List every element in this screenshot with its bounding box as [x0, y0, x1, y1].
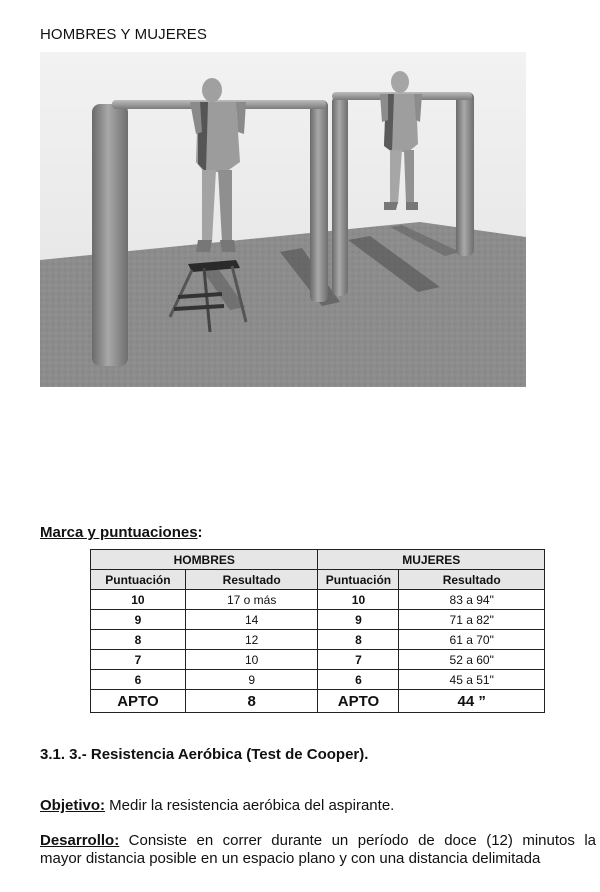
men-result: 12	[185, 630, 318, 650]
desarrollo-line-2: mayor distancia posible en un espacio plano y con una distancia delimitada	[40, 850, 541, 867]
men-result: 9	[185, 670, 318, 690]
women-result: 61 a 70"	[399, 630, 545, 650]
women-score: 10	[318, 590, 399, 610]
marca-title-colon: :	[197, 524, 203, 541]
table-row	[91, 590, 545, 610]
men-score: 6	[91, 670, 186, 690]
table-row-apto	[91, 690, 545, 713]
men-score: 9	[91, 610, 186, 630]
men-result: 14	[185, 610, 318, 630]
men-apto-value: 8	[185, 690, 318, 713]
marca-title	[40, 524, 203, 541]
table-row	[91, 630, 545, 650]
women-apto-value: 44 ”	[399, 690, 545, 713]
desarrollo-line-1	[40, 832, 596, 850]
men-score: 10	[91, 590, 186, 610]
women-score: 6	[318, 670, 399, 690]
table-group-header	[91, 550, 545, 570]
women-result: 45 a 51"	[399, 670, 545, 690]
women-score: 7	[318, 650, 399, 670]
women-result: 71 a 82"	[399, 610, 545, 630]
women-result-header: Resultado	[399, 570, 545, 590]
objetivo-text: Medir la resistencia aeróbica del aspirante.	[105, 797, 395, 814]
men-result-header: Resultado	[185, 570, 318, 590]
men-result: 17 o más	[185, 590, 318, 610]
desarrollo-text-1: Consiste en correr durante un período de doce (12) minutos la	[119, 832, 596, 849]
men-score: 7	[91, 650, 186, 670]
women-score: 9	[318, 610, 399, 630]
objetivo-paragraph	[40, 797, 394, 814]
table-row	[91, 610, 545, 630]
objetivo-label: Objetivo:	[40, 797, 106, 814]
group-women-header: MUJERES	[318, 550, 545, 570]
scores-table	[90, 549, 545, 713]
men-score-header: Puntuación	[91, 570, 186, 590]
women-score-header: Puntuación	[318, 570, 399, 590]
men-apto-label: APTO	[91, 690, 186, 713]
desarrollo-label: Desarrollo:	[40, 832, 120, 849]
women-apto-label: APTO	[318, 690, 399, 713]
table-row	[91, 650, 545, 670]
women-result: 52 a 60"	[399, 650, 545, 670]
section-title: 3.1. 3.- Resistencia Aeróbica (Test de Cooper).	[40, 746, 369, 763]
marca-title-text: Marca y puntuaciones	[40, 524, 198, 541]
pull-up-bars-illustration	[40, 52, 526, 387]
men-result: 10	[185, 650, 318, 670]
women-result: 83 a 94"	[399, 590, 545, 610]
men-score: 8	[91, 630, 186, 650]
table-row	[91, 670, 545, 690]
desarrollo-paragraph	[40, 832, 596, 868]
group-men-header: HOMBRES	[91, 550, 318, 570]
table-column-header	[91, 570, 545, 590]
women-score: 8	[318, 630, 399, 650]
page-heading: HOMBRES Y MUJERES	[40, 26, 208, 43]
